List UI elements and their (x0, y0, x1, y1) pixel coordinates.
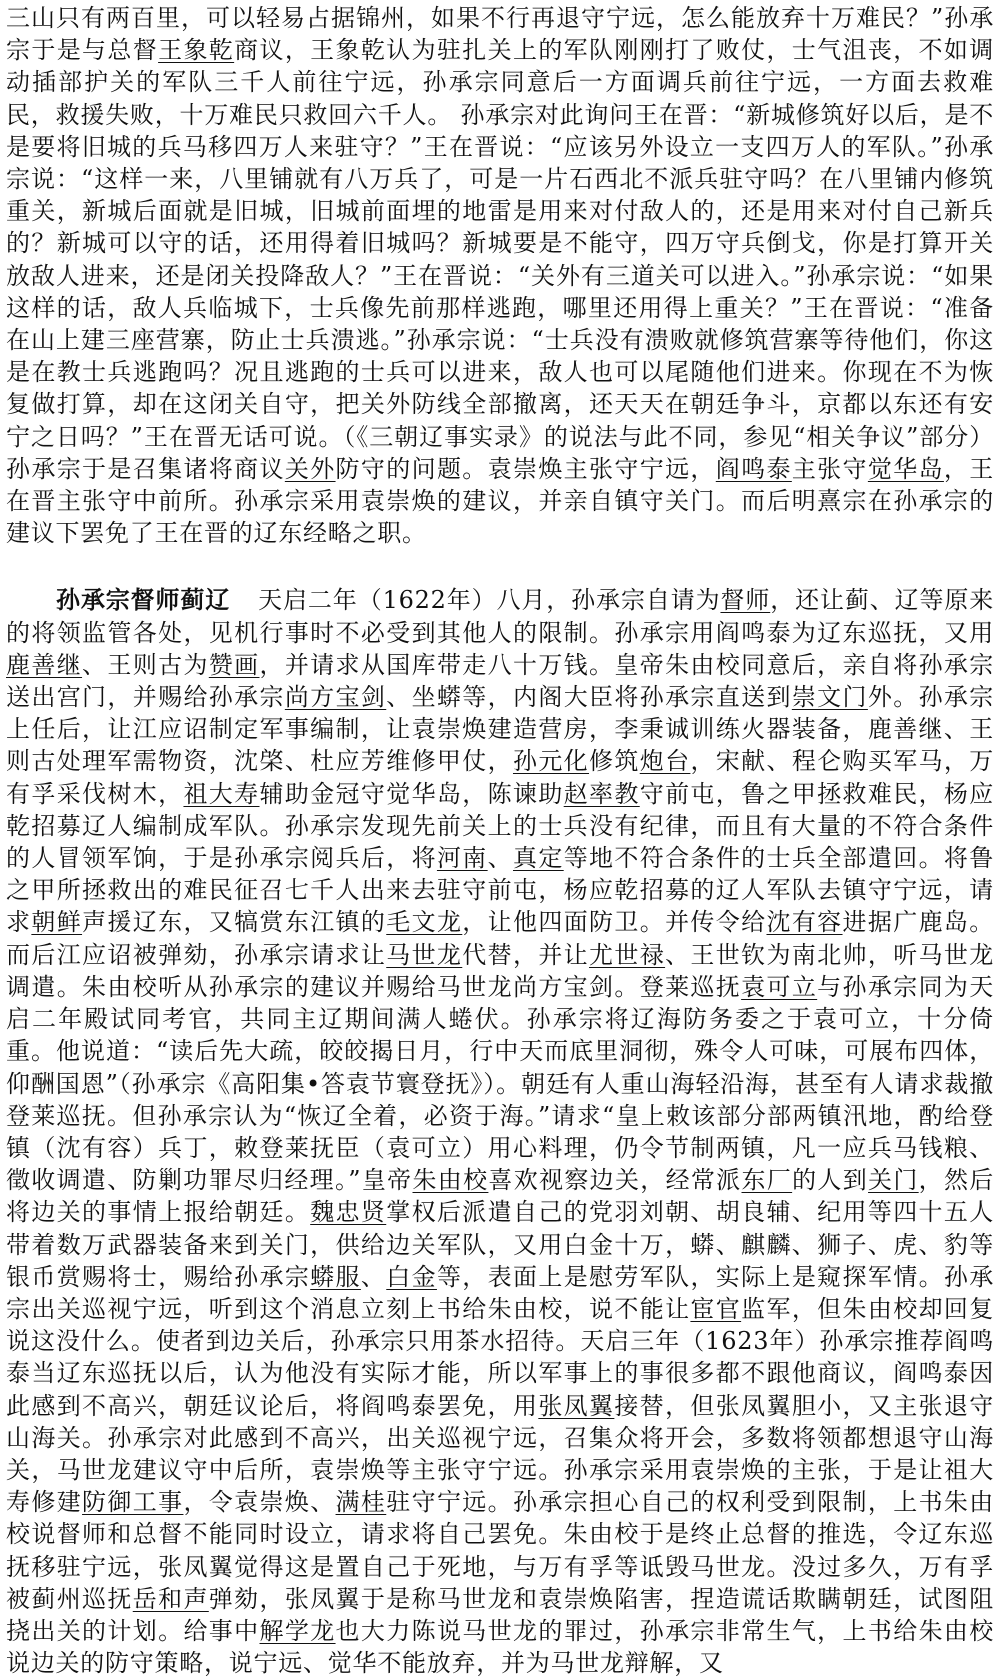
hyperlink[interactable]: 毛文龙 (386, 908, 463, 937)
hyperlink[interactable]: 魏忠贤 (310, 1198, 387, 1227)
hyperlink[interactable]: 炮台 (639, 747, 691, 776)
hyperlink[interactable]: 蟒服 (310, 1262, 361, 1291)
body-text: 也大力陈说马世龙的罪过，孙承宗非常生气，上书给朱由校说边关的防守策略，说宁远、觉华不能放弃，并为马世龙辩解，又 (6, 1616, 995, 1678)
body-text: 防守的问题。袁崇焕主张守宁远， (335, 454, 716, 483)
body-text: 代替，并让 (462, 940, 590, 969)
hyperlink[interactable]: 觉华岛 (867, 454, 944, 483)
section-heading: 孙承宗督师蓟辽 (56, 585, 231, 615)
hyperlink[interactable]: 朱由校 (412, 1166, 489, 1195)
hyperlink[interactable]: 王象乾 (158, 36, 235, 65)
body-text: 与孙承宗同为天启二年殿试同考官，共同主辽期间满人蜷伏。孙承宗将辽海防务委之于袁可立，十分倚重。他说道：“读后先大疏，皎皎揭日月，行中天而底里洞彻，殊令人可味，可展布四体，仰酬国恩”（孙承宗《高阳集•答袁节寰登抚》）。朝廷有人重山海轻沿海，甚至有人请求裁撤登莱巡抚。但孙承宗认为“恢辽全着，必资于海。”请求“皇上敕该部分部两镇汛地，酌给登镇（沈有容）兵丁，敕登莱抚臣（袁可立）用心料理，仍令节制两镇，凡一应兵马钱粮、徵收调遣、防剿功罪尽归经理。”皇帝 (6, 972, 995, 1195)
body-text: 、坐蟒等，内阁大臣将孙承宗直送到 (386, 683, 792, 712)
hyperlink[interactable]: 鹿善继 (6, 650, 83, 679)
body-text: 、 (487, 844, 513, 873)
body-text: 外。孙承宗上任后，让江应诏制定军事编制，让袁崇焕建造营房，李秉诚训练火器装备，鹿善继、王则古处理军需物资，沈棨、杜应芳维修甲仗， (6, 683, 995, 776)
hyperlink[interactable]: 崇文门 (791, 683, 868, 712)
body-text: 接替，但张凤翼胆小，又主张退守山海关。孙承宗对此感到不高兴，出关巡视宁远，召集众将开会，多数将领都想退守山海关，马世龙建议守中后所，袁崇焕等主张守宁远。孙承宗采用袁崇焕的主张，于是让祖大寿修建 (6, 1391, 995, 1517)
hyperlink[interactable]: 河南 (436, 844, 488, 873)
hyperlink[interactable]: 阎鸣泰 (715, 454, 792, 483)
body-text: 声援辽东，又犒赏东江镇的 (82, 908, 387, 937)
body-text: ，还让蓟、辽等原来的将领监管各处，见机行事时不必受到其他人的限制。孙承宗用阎鸣泰为辽东巡抚，又用 (6, 586, 995, 647)
hyperlink[interactable]: 真定 (513, 844, 564, 873)
body-text: 商议，王象乾认为驻扎关上的军队刚刚打了败仗，士气沮丧，不如调动插部护关的军队三千人前往宁远，孙承宗同意后一方面调兵前往宁远，一方面去救难民，救援失败，十万难民只救回六千人。 孙承宗对此询问王在晋：“新城修筑好以后，是不是要将旧城的兵马移四万人来驻守？”王在晋说：“应该另外设立一支四万人的军队。”孙承宗说：“这样一来，八里铺就有八万兵了，可是一片石西北不派兵驻守吗？在八里铺内修筑重关，新城后面就是旧城，旧城前面埋的地雷是用来对付敌人的，还是用来对付自己新兵的？新城可以守的话，还用得着旧城吗？新城要是不能守，四万守兵倒戈，你是打算开关放敌人进来，还是闭关投降敌人？”王在晋说：“关外有三道关可以进入。”孙承宗说：“如果这样的话，敌人兵临城下，士兵像先前那样逃跑，哪里还用得上重关？”王在晋说：“准备在山上建三座营寨，防止士兵溃逃。”孙承宗说：“士兵没有溃败就修筑营寨等待他们，你这是在教士兵逃跑吗？况且逃跑的士兵可以进来，敌人也可以尾随他们进来。你现在不为恢复做打算，却在这闭关自守，把关外防线全部撤离，还天天在朝廷争斗，京都以东还有安宁之日吗？”王在晋无话可说。（《三朝辽事实录》的说法与此不同，参见“相关争议”部分）孙承宗于是召集诸将商议 (6, 36, 995, 483)
hyperlink[interactable]: 防御工事 (82, 1488, 184, 1517)
body-text: ，令袁崇焕、 (183, 1488, 336, 1517)
body-text: ，宋献、程仑购买军马，万有孚采伐树木， (6, 747, 995, 808)
hyperlink[interactable]: 宦官 (690, 1294, 742, 1323)
hyperlink[interactable]: 孙元化 (512, 747, 590, 776)
body-text: 修筑 (589, 747, 640, 776)
paragraph-1 (6, 0, 994, 549)
body-text: ，王在晋主张守中前所。孙承宗采用袁崇焕的建议，并亲自镇守关门。而后明熹宗在孙承宗的建议下罢免了王在晋的辽东经略之职。 (6, 454, 995, 548)
body-text: 主张守 (791, 454, 868, 483)
body-text: 等，表面上是慰劳军队，实际上是窥探军情。孙承宗出关巡视宁远，听到这个消息立刻上书给朱由校，说不能让 (6, 1262, 995, 1323)
body-text: ，让他四面防卫。并传令给 (462, 908, 767, 937)
body-text: 驻守宁远。孙承宗担心自己的权利受到限制，上书朱由校说督师和总督不能同时设立，请求将自己罢免。朱由校于是终止总督的推选，令辽东巡抚移驻宁远，张凤翼觉得这是置自己于死地，与万有孚等诋毁马世龙。没过多久，万有孚被蓟州巡抚 (6, 1488, 995, 1613)
body-text: 、王世钦为南北帅，听马世龙调遣。朱由校听从孙承宗的建议并赐给马世龙尚方宝剑。登莱巡抚 (6, 940, 995, 1001)
hyperlink[interactable]: 尚方宝剑 (284, 683, 387, 712)
hyperlink[interactable]: 祖大寿 (183, 779, 260, 808)
body-text: 弹劾，张凤翼于是称马世龙和袁崇焕陷害，捏造谎话欺瞒朝廷，试图阻挠出关的计划。给事中 (6, 1584, 995, 1645)
hyperlink[interactable]: 东厂 (741, 1166, 793, 1195)
body-text: 、 (360, 1262, 387, 1291)
body-text: 的人到 (792, 1166, 869, 1195)
hyperlink[interactable]: 袁可立 (741, 972, 818, 1001)
hyperlink[interactable]: 关门 (868, 1166, 919, 1195)
hyperlink[interactable]: 朝鲜 (31, 908, 83, 937)
hyperlink[interactable]: 督师 (720, 586, 771, 615)
body-text: 天启二年（1622年）八月，孙承宗自请为 (258, 586, 721, 615)
hyperlink[interactable]: 沈有容 (766, 908, 843, 937)
body-text: 守前屯，鲁之甲拯救难民，杨应乾招募辽人编制成军队。孙承宗发现先前关上的士兵没有纪律，而且有大量的不符合条件的人冒领军饷，于是孙承宗阅兵后，将 (6, 779, 995, 873)
hyperlink[interactable]: 解学龙 (259, 1616, 336, 1645)
body-text: ，然后将边关的事情上报给朝廷。 (6, 1166, 995, 1227)
body-text: 辅助金冠守觉华岛，陈谏助 (259, 779, 564, 808)
hyperlink[interactable]: 岳和声 (132, 1584, 209, 1613)
hyperlink[interactable]: 白金 (386, 1262, 437, 1291)
body-text: 三山只有两百里，可以轻易占据锦州，如果不行再退守宁远，怎么能放弃十万难民？”孙承宗于是与总督 (6, 4, 994, 65)
hyperlink[interactable]: 张凤翼 (538, 1391, 615, 1420)
body-text: 监军，但朱由校却回复说这没什么。使者到边关后，孙承宗只用茶水招待。天启三年（1623年）孙承宗推荐阎鸣泰当辽东巡抚以后，认为他没有实际才能，所以军事上的事很多都不跟他商议，阎鸣泰因此感到不高兴，朝廷议论后，将阎鸣泰罢免，用 (6, 1294, 995, 1420)
hyperlink[interactable]: 关外 (284, 454, 336, 483)
body-text: 进据广鹿岛。而后江应诏被弹劾，孙承宗请求让 (6, 908, 995, 969)
hyperlink[interactable]: 赵率教 (563, 779, 640, 808)
body-text: 掌权后派遣自己的党羽刘朝、胡良辅、纪用等四十五人带着数万武器装备来到关门，供给边关军队，又用白金十万，蟒、麒麟、狮子、虎、豹等银币赏赐将士，赐给孙承宗 (6, 1198, 995, 1291)
body-text: 、王则古为 (82, 650, 209, 679)
hyperlink[interactable]: 赞画 (208, 650, 260, 679)
hyperlink[interactable]: 满桂 (335, 1488, 387, 1517)
body-text: 等地不符合条件的士兵全部遣回。将鲁之甲所拯救出的难民征召七千人出来去驻守前屯，杨应乾招募的辽人军队去镇守宁远，请求 (6, 844, 995, 937)
body-text: ，并请求从国库带走八十万钱。皇帝朱由校同意后，亲自将孙承宗送出宫门，并赐给孙承宗 (6, 650, 995, 712)
hyperlink[interactable]: 马世龙 (386, 940, 463, 969)
body-text: 喜欢视察边关，经常派 (488, 1166, 742, 1195)
paragraph-2 (6, 584, 994, 1679)
hyperlink[interactable]: 尤世禄 (589, 940, 666, 969)
